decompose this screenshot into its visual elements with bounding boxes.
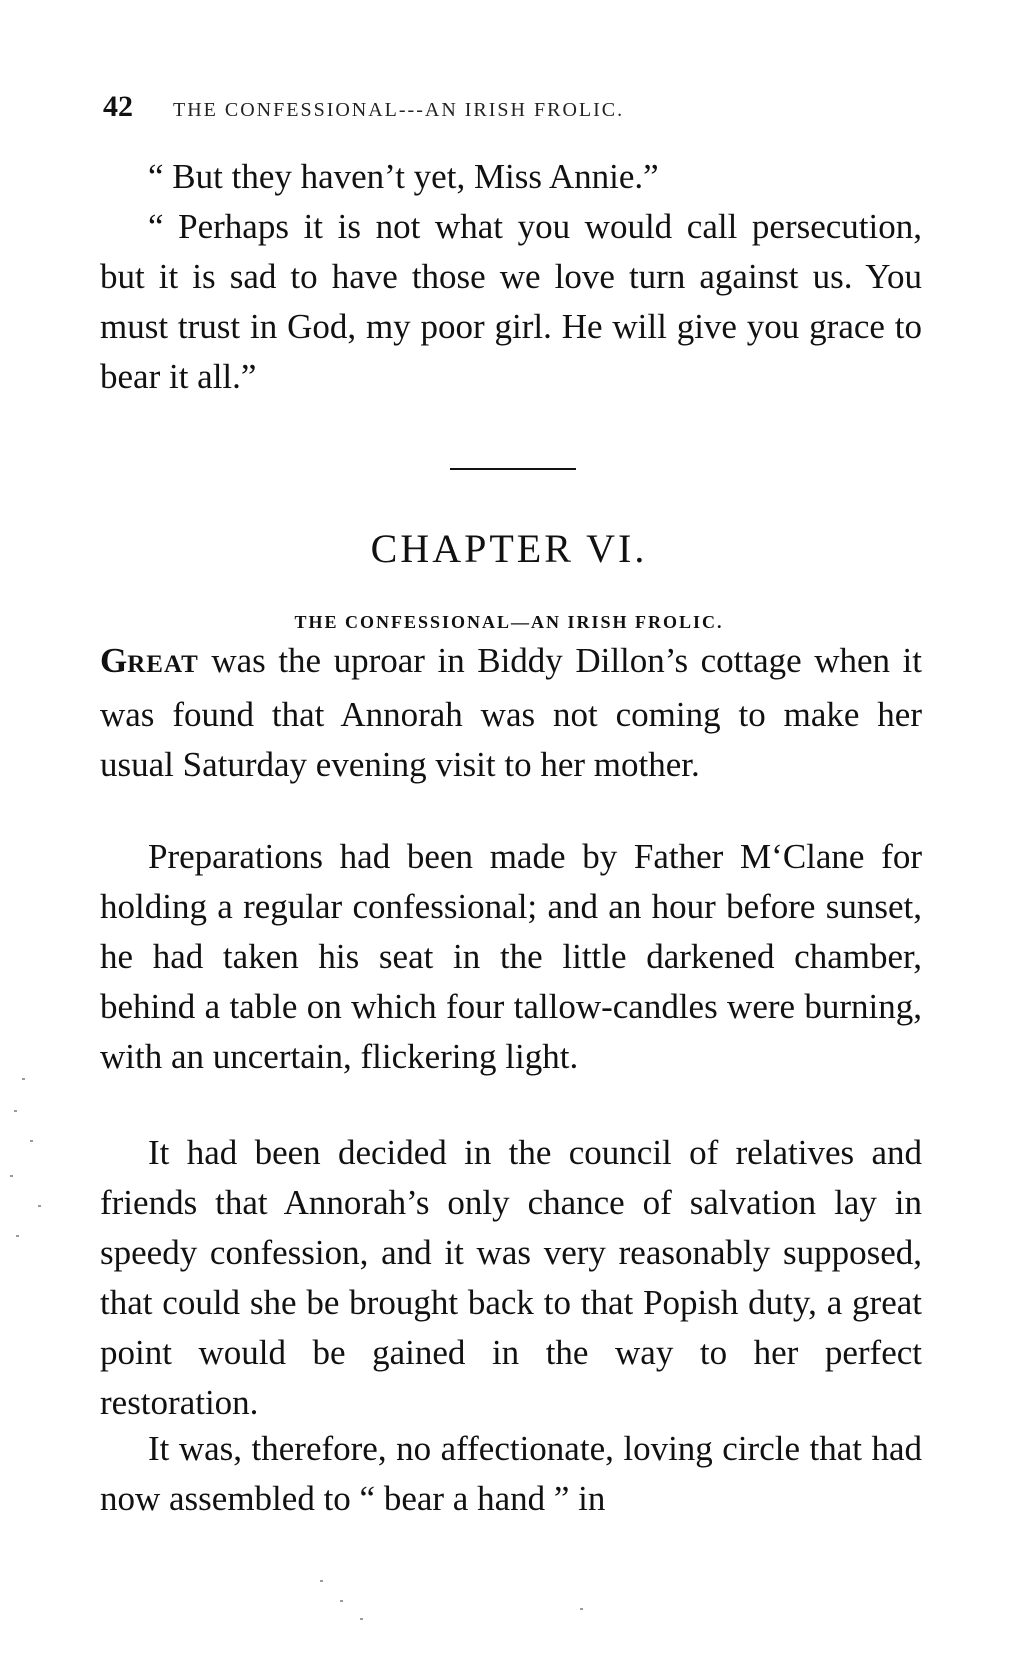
scan-speck [580, 1608, 583, 1610]
paragraph-1-text: was the uproar in Biddy Dillon’s cottage when it was found that Annorah was not coming to make her usual Saturday evening visit to her mother. [100, 641, 922, 784]
chapter-subtitle: THE CONFESSIONAL—AN IRISH FROLIC. [294, 612, 724, 632]
chapter-heading: CHAPTER VI. [370, 526, 648, 571]
scan-speck [10, 1175, 13, 1177]
dialogue-paragraph-2: “ Perhaps it is not what you would call persecution, but it is sad to have those we love turn against us. You must trust in God, my poor girl. He will give you grace to bear it all.” [100, 207, 922, 396]
section-divider-rule [450, 468, 576, 470]
scan-speck [22, 1078, 25, 1080]
dialogue-line-1: “ But they haven’t yet, Miss Annie.” [148, 157, 659, 196]
scan-speck [38, 1205, 41, 1207]
chapter-paragraph-1 [100, 636, 922, 790]
scan-speck [30, 1140, 33, 1142]
page-number: 42 [103, 90, 133, 123]
scan-speck [16, 1235, 19, 1237]
scan-speck [360, 1618, 363, 1620]
running-title: THE CONFESSIONAL---AN IRISH FROLIC. [173, 99, 625, 121]
chapter-paragraph-4: It was, therefore, no affectionate, loving circle that had now assembled to “ bear a hand ” in [100, 1429, 922, 1518]
chapter-paragraph-3: It had been decided in the council of relatives and friends that Annorah’s only chance of salvation lay in speedy confession, and it was very reasonably supposed, that could she be brought back to that Popish duty, a great point would be gained in the way to her perfect restoration. [100, 1133, 922, 1422]
chapter-paragraph-2: Preparations had been made by Father M‘Clane for holding a regular confessional; and an hour before sunset, he had taken his seat in the little darkened chamber, behind a table on which four tallow-candles were burning, with an uncertain, flickering light. [100, 837, 922, 1076]
opening-word-rest: REAT [127, 651, 199, 678]
running-head [103, 90, 903, 130]
opening-initial: G [100, 641, 128, 680]
scan-speck [320, 1580, 323, 1582]
scan-speck [14, 1110, 17, 1112]
scan-speck [340, 1600, 343, 1602]
